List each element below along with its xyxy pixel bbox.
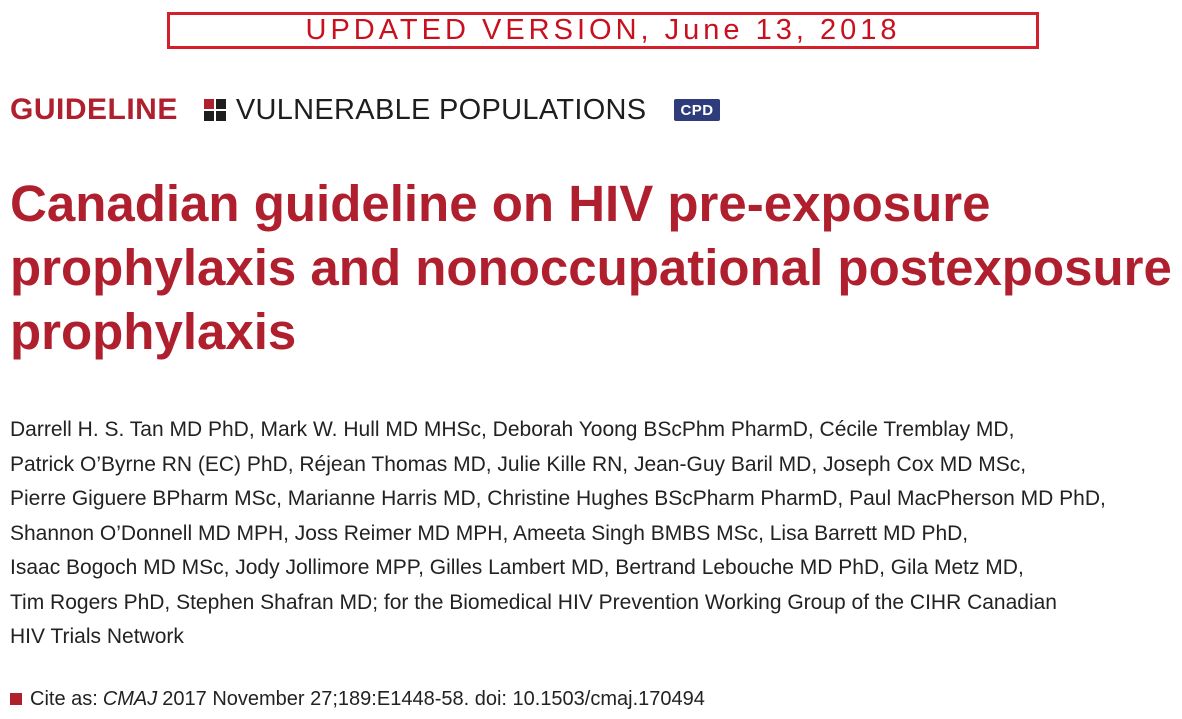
article-meta-row [10, 92, 720, 128]
author-line: Patrick O’Byrne RN (EC) PhD, Réjean Thomas MD, Julie Kille RN, Jean-Guy Baril MD, Joseph Cox MD MSc, [10, 452, 1027, 476]
section-label: VULNERABLE POPULATIONS [235, 93, 647, 126]
author-line: Tim Rogers PhD, Stephen Shafran MD; for the Biomedical HIV Prevention Working Group of the CIHR Canadian [10, 590, 1057, 614]
article-title [10, 172, 1180, 364]
updated-version-banner [167, 12, 1039, 49]
author-list [10, 413, 1180, 655]
author-line: Isaac Bogoch MD MSc, Jody Jollimore MPP, Gilles Lambert MD, Bertrand Lebouche MD PhD, Gila Metz MD, [10, 556, 1024, 579]
citation-details[interactable]: 2017 November 27;189:E1448-58. doi: 10.1503/cmaj.170494 [162, 687, 705, 710]
banner-text: UPDATED VERSION, June 13, 2018 [305, 14, 901, 46]
citation-marker-icon [10, 693, 22, 705]
author-line: Pierre Giguere BPharm MSc, Marianne Harris MD, Christine Hughes BScPharm PharmD, Paul MacPherson MD PhD, [10, 487, 1106, 510]
title-line: Canadian guideline on HIV pre-exposure [10, 175, 991, 232]
author-line: Shannon O’Donnell MD MPH, Joss Reimer MD MPH, Ameeta Singh BMBS MSc, Lisa Barrett MD PhD, [10, 521, 969, 545]
author-line: HIV Trials Network [10, 625, 184, 648]
citation-prefix: Cite as: [30, 687, 98, 710]
vulnerable-populations-icon [204, 99, 226, 121]
article-type-label: GUIDELINE [10, 93, 178, 126]
title-line: prophylaxis and nonoccupational postexposure [10, 239, 1172, 296]
citation-journal: CMAJ [102, 687, 158, 710]
citation [10, 684, 705, 714]
title-line: prophylaxis [10, 303, 297, 360]
author-line: Darrell H. S. Tan MD PhD, Mark W. Hull MD MHSc, Deborah Yoong BScPhm PharmD, Cécile Tremblay MD, [10, 418, 1015, 441]
cpd-badge[interactable]: CPD [674, 99, 719, 121]
